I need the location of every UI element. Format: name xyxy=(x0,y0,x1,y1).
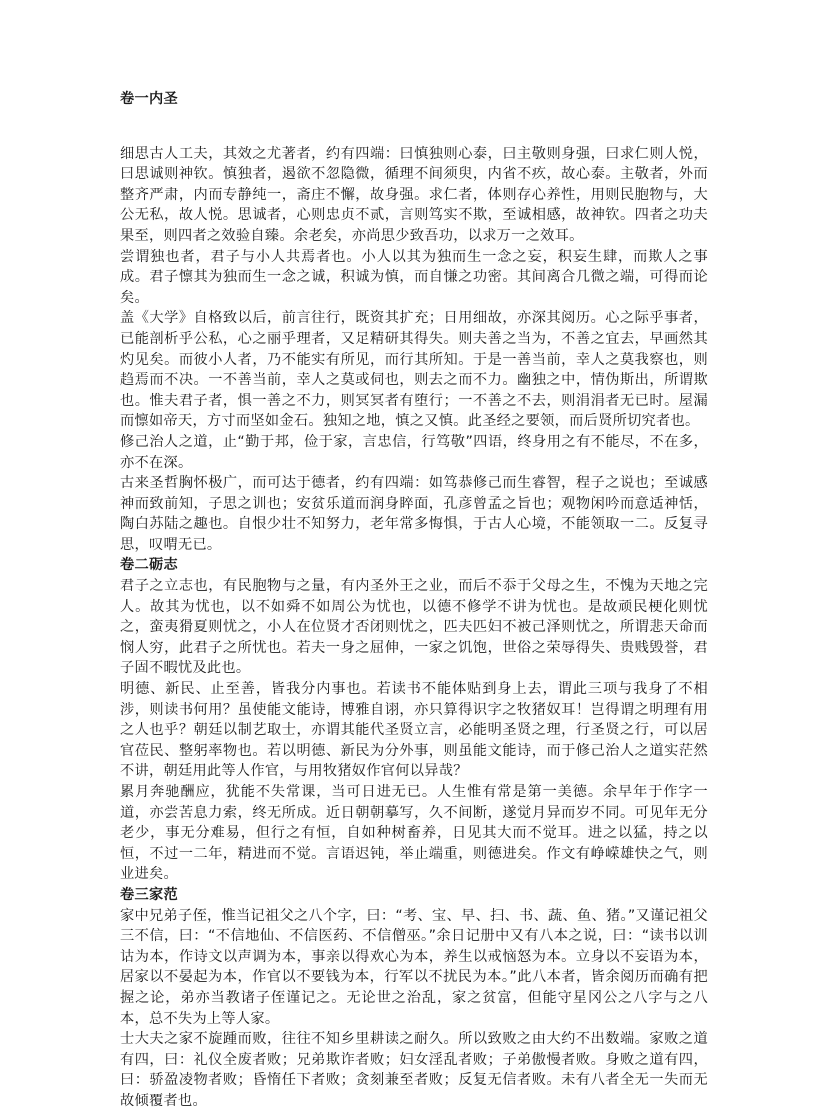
section-title-volume-1: 卷一内圣 xyxy=(120,91,178,107)
paragraph: 累月奔驰酬应，犹能不失常课，当可日进无已。人生惟有常是第一美德。余早年于作字一道，亦尝苦息力索，终无所成。近日朝朝摹写，久不间断，遂觉月异而岁不同。可见年无分老少，事无分难易，但行之有恒，自如种树畜养，日见其大而不觉耳。进之以猛，持之以恒，不过一二年，精进而不觉。言语迟钝，举止端重，则德进矣。作文有峥嵘雄快之气，则业进矣。 xyxy=(120,784,708,883)
paragraph: 士大夫之家不旋踵而败，往往不知乡里耕读之耐久。所以致败之由大约不出数端。家败之道有四，曰：礼仪全废者败；兄弟欺诈者败；妇女淫乱者败；子弟傲慢者败。身败之道有四，曰：骄盈凌物者败；昏惰任下者败；贪刻兼至者败；反复无信者败。未有八者全无一失而无故倾覆者也。 xyxy=(120,1031,708,1109)
paragraph: 君子之立志也，有民胞物与之量，有内圣外王之业，而后不忝于父母之生，不愧为天地之完人。故其为忧也，以不如舜不如周公为忧也，以德不修学不讲为忧也。是故顽民梗化则忧之，蛮夷猾夏则忧之，小人在位贤才否闭则忧之，匹夫匹妇不被己泽则忧之，所谓悲天命而悯人穷，此君子之所忧也。若夫一身之屈伸，一家之饥饱，世俗之荣辱得失、贵贱毁誉，君子固不暇忧及此也。 xyxy=(120,578,708,677)
paragraph: 家中兄弟子侄，惟当记祖父之八个字，曰：“考、宝、早、扫、书、蔬、鱼、猪。”又谨记祖父三不信，曰：“不信地仙、不信医药、不信僧巫。”余日记册中又有八本之说，曰：“读书以训诂为本，作诗文以声调为本，事亲以得欢心为本，养生以戒恼怒为本。立身以不妄语为本，居家以不晏起为本，作官以不要钱为本，行军以不扰民为本。”此八本者，皆余阅历而确有把握之论，弟亦当教诸子侄谨记之。无论世之治乱，家之贫富，但能守星冈公之八字与之八本，总不失为上等人家。 xyxy=(120,907,708,1027)
paragraph: 尝谓独也者，君子与小人共焉者也。小人以其为独而生一念之妄，积妄生肆，而欺人之事成。君子懔其为独而生一念之诚，积诚为慎，而自慊之功密。其间离合几微之端，可得而论矣。 xyxy=(120,248,708,306)
paragraph: 古来圣哲胸怀极广，而可达于德者，约有四端：如笃恭修己而生睿智，程子之说也；至诚感神而致前知，子思之训也；安贫乐道而润身睟面，孔彦曾孟之旨也；观物闲吟而意适神恬，陶白苏陆之趣也。自恨少壮不知努力，老年常多悔惧，于古人心境，不能领取一二。反复寻思，叹喟无已。 xyxy=(120,475,708,553)
paragraph: 修己治人之道，止“勤于邦，俭于家，言忠信，行笃敬”四语，终身用之有不能尽，不在多，亦不在深。 xyxy=(120,433,708,471)
paragraph: 明德、新民、止至善，皆我分内事也。若读书不能体贴到身上去，谓此三项与我身了不相涉，则读书何用？虽使能文能诗，博雅自诩，亦只算得识字之牧猪奴耳！岂得谓之明理有用之人也乎？朝廷以制艺取士，亦谓其能代圣贤立言，必能明圣贤之理，行圣贤之行，可以居官莅民、整躬率物也。若以明德、新民为分外事，则虽能文能诗，而于修己治人之道实茫然不讲，朝廷用此等人作官，与用牧猪奴作官何以异哉？ xyxy=(120,681,708,780)
section-title-volume-3: 卷三家范 xyxy=(120,886,178,903)
paragraph: 细思古人工夫，其效之尤著者，约有四端：曰慎独则心泰，曰主敬则身强，曰求仁则人悦，曰思诚则神钦。慎独者，遏欲不忽隐微，循理不间须臾，内省不疚，故心泰。主敬者，外而整齐严肃，内而专静纯一，斋庄不懈，故身强。求仁者，体则存心养性，用则民胞物与，大公无私，故人悦。思诚者，心则忠贞不贰，言则笃实不欺，至诚相感，故神钦。四者之功夫果至，则四者之效验自臻。余老矣，亦尚思少致吾功，以求万一之效耳。 xyxy=(120,145,708,244)
paragraph: 盖《大学》自格致以后，前言往行，既资其扩充；日用细故，亦深其阅历。心之际乎事者，已能剖析乎公私，心之丽乎理者，又足精研其得失。则夫善之当为，不善之宜去，早画然其灼见矣。而彼小人者，乃不能实有所见，而行其所知。于是一善当前，幸人之莫我察也，则趋焉而不决。一不善当前，幸人之莫或伺也，则去之而不力。幽独之中，情伪斯出，所谓欺也。惟夫君子者，惧一善之不力，则冥冥者有堕行；一不善之不去，则涓涓者无已时。屋漏而懔如帝天，方寸而坚如金石。独知之地，慎之又慎。此圣经之要领，而后贤所切究者也。 xyxy=(120,310,708,430)
section-title-volume-2: 卷二砺志 xyxy=(120,557,178,574)
document-page xyxy=(120,89,708,1112)
